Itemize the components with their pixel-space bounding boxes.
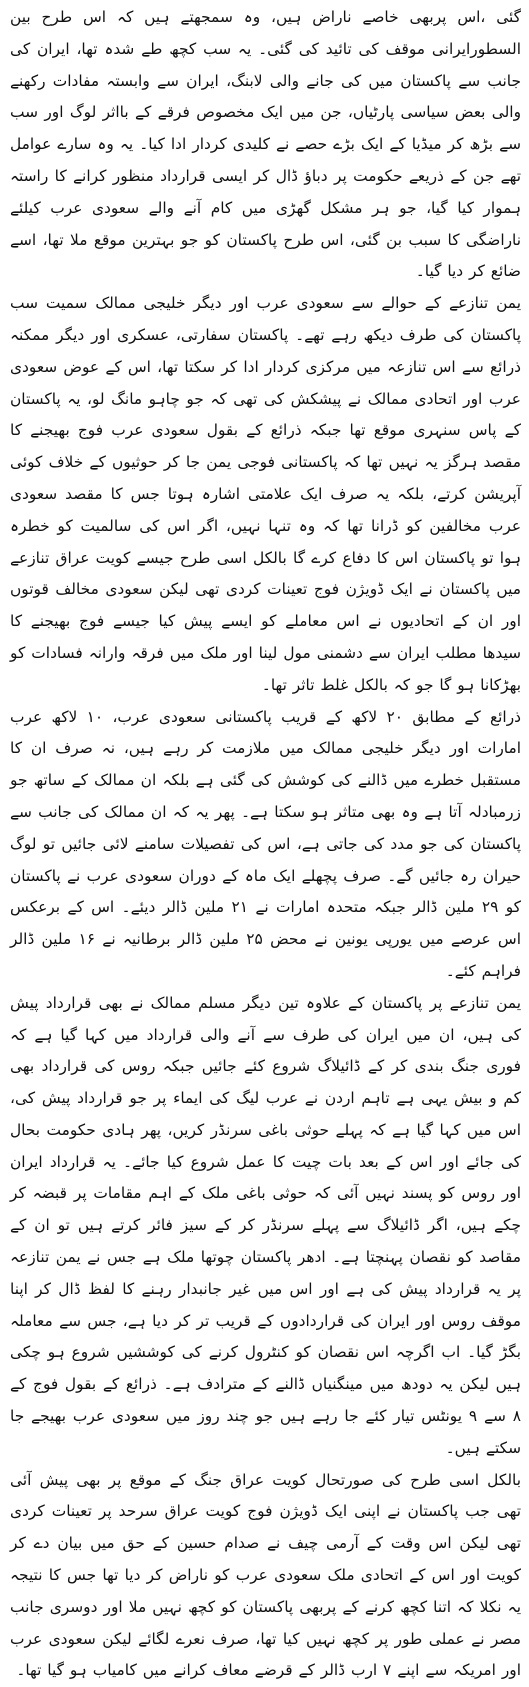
paragraph-2: یمن تنازعے کے حوالے سے سعودی عرب اور دیگر خلیجی ممالک سمیت سب پاکستان کی طرف دیکھ رہے تھے۔ پاکستان سفارتی، عسکری اور دیگر ممکنہ ذرائع سے اس تنازعہ میں مرکزی کردار ادا کر سکتا تھا، اس کے عوض سعودی عرب اور اتحادی ممالک نے پیشکش کی تھی کہ جو چاہو مانگ لو، یہ پاکستان کے پاس سنہری موقع تھا جبکہ ذرائع کے بقول سعودی عرب فوج بھیجنے کا مقصد ہرگز یہ نہیں تھا کہ پاکستانی فوجی یمن جا کر حوثیوں کے خلاف کوئی آپریشن کرتے، بلکہ یہ صرف ایک علامتی اشارہ ہوتا جس کا مقصد سعودی عرب مخالفین کو ڈرانا تھا کہ وہ تنہا نہیں، اگر اس کی سالمیت کو خطرہ ہوا تو پاکستان اس کا دفاع کرے گا بالکل اسی طرح جیسے کویت عراق تنازعے میں پاکستان نے ایک ڈویژن فوج تعینات کردی تھی لیکن سعودی مخالف قوتوں اور ان کے اتحادیوں نے اس معاملے کو ایسے پیش کیا جیسے فوج بھیجنے کا سیدھا مطلب ایران سے دشمنی مول لینا اور ملک میں فرقہ وارانہ فسادات کو بھڑکانا ہو گا جو کہ بالکل غلط تاثر تھا۔	[10, 294, 521, 694]
paragraph-3: ذرائع کے مطابق ۲۰ لاکھ کے قریب پاکستانی سعودی عرب، ۱۰ لاکھ عرب امارات اور دیگر خلیجی ممالک میں ملازمت کر رہے ہیں، نہ صرف ان کا مستقبل خطرے میں ڈالنے کی کوشش کی گئی ہے بلکہ ان ممالک کے ساتھ جو زرمبادلہ آتا ہے وہ بھی متاثر ہو سکتا ہے۔ پھر یہ کہ ان ممالک کی جانب سے پاکستان کی جو مدد کی جاتی ہے، اس کی تفصیلات سامنے لائی جائیں تو لوگ حیران رہ جائیں گے۔ صرف پچھلے ایک ماہ کے دوران سعودی عرب نے پاکستان کو ۲۹ ملین ڈالر جبکہ متحدہ امارات نے ۲۱ ملین ڈالر دیئے۔ اس کے برعکس اس عرصے میں یورپی یونین نے محض ۲۵ ملین ڈالر برطانیہ نے ۱۶ ملین ڈالر فراہم کئے۔	[10, 707, 522, 980]
paragraph-1: گئی ،اس پربھی خاصے ناراض ہیں، وہ سمجھتے ہیں کہ اس طرح بین السطورایرانی موقف کی تائید کی گئی۔ یہ سب کچھ طے شدہ تھا، ایران کی جانب سے پاکستان میں کی جانے والی لابنگ، ایران سے وابستہ مفادات رکھنے والی بعض سیاسی پارٹیاں، جن میں ایک مخصوص فرقے کے بااثر لوگ اور سب سے بڑھ کر میڈیا کے ایک بڑے حصے نے کلیدی کردار ادا کیا۔ یہ وہ سارے عوامل تھے جن کے ذریعے حکومت پر دباؤ ڈال کر ایسی قرارداد منظور کرانے کا راستہ ہموار کیا گیا، جو ہر مشکل گھڑی میں کام آنے والے سعودی عرب کیلئے ناراضگی کا سبب بن گئی، اس طرح پاکستان کو جو بہترین موقع ملا تھا، اسے ضائع کر دیا گیا۔	[10, 8, 521, 281]
paragraph-4: یمن تنازعے پر پاکستان کے علاوہ تین دیگر مسلم ممالک نے بھی قرارداد پیش کی ہیں، ان میں ایران کی طرف سے آنے والی قرارداد میں کہا گیا ہے کہ فوری جنگ بندی کر کے ڈائیلاگ شروع کئے جائیں جبکہ روس کی قرارداد بھی کم و بیش یہی ہے تاہم اردن نے عرب لیگ کی ایماء پر جو قرارداد پیش کی، اس میں کہا گیا ہے کہ پہلے حوثی باغی سرنڈر کریں، پھر ہادی حکومت بحال کی جائے اور اس کے بعد بات چیت کا عمل شروع کیا جائے۔ یہ قرارداد ایران اور روس کو پسند نہیں آئی کہ حوثی باغی ملک کے اہم مقامات پر قبضہ کر چکے ہیں، اگر ڈائیلاگ سے پہلے سرنڈر کر کے سیز فائر کرتے ہیں تو ان کے مقاصد کو نقصان پہنچتا ہے۔ ادھر پاکستان چوتھا ملک ہے جس نے یمن تنازعہ پر یہ قرارداد پیش کی ہے اور اس میں غیر جانبدار رہنے کا لفظ ڈال کر اپنا موقف روس اور ایران کی قراردادوں کے قریب تر کر دیا ہے، جس سے معاملہ بگڑ گیا۔ اب اگرچہ اس نقصان کو کنٹرول کرنے کی کوششیں شروع ہو چکی ہیں لیکن یہ دودھ میں مینگنیاں ڈالنے کے مترادف ہے۔ ذرائع کے بقول فوج کے ۸ سے ۹ یونٹس تیار کئے جا رہے ہیں جو چند روز میں سعودی عرب بھیجے جا سکتے ہیں۔	[10, 993, 521, 1457]
paragraph-5: بالکل اسی طرح کی صورتحال کویت عراق جنگ کے موقع پر بھی پیش آئی تھی جب پاکستان نے اپنی ایک ڈویژن فوج کویت عراق سرحد پر تعینات کردی تھی لیکن اس وقت کے آرمی چیف نے صدام حسین کے حق میں بیان دے کر کویت اور اس کے اتحادی ملک سعودی عرب کو ناراض کر دیا تھا جس کا نتیجہ یہ نکلا کہ اتنا کچھ کرنے کے پربھی پاکستان کو کچھ نہیں ملا اور دوسری جانب مصر نے عملی طور پر کچھ نہیں کیا تھا، صرف نعرے لگائے لیکن سعودی عرب اور امریکہ سے اپنے ۷ ارب ڈالر کے قرضے معاف کرانے میں کامیاب ہو گیا تھا۔	[10, 1470, 521, 1680]
